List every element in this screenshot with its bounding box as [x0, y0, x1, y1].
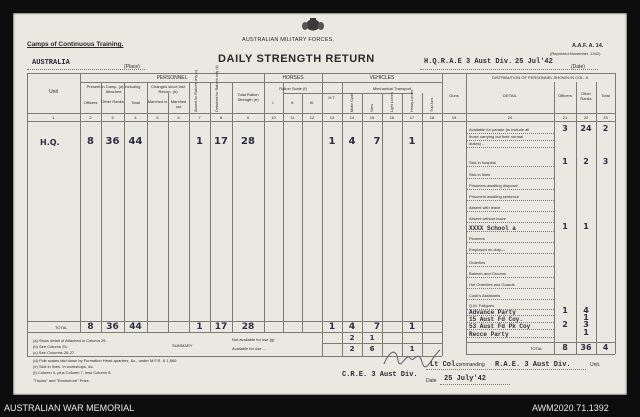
dist-other-ranks-header: Other Ranks [580, 91, 592, 101]
distribution-item: Hut Orderlies and Guards [469, 282, 515, 287]
other-ranks-header: Other Ranks [101, 99, 124, 104]
scale-i-header: I. [272, 100, 275, 105]
distribution-rule [466, 299, 554, 300]
footnote: (d) Fide scales laid down by Formation Head-quarters, &c., under M.F.R. & 1,560. [33, 358, 178, 363]
signature-date: 25 July'42 [444, 375, 487, 383]
place-label: (Place) [124, 64, 140, 70]
distribution-item: Advance Party [469, 309, 516, 316]
av-vans: 6 [369, 345, 375, 353]
distribution-value: 2 [602, 124, 609, 133]
col-vehicles-header: VEHICLES [369, 75, 395, 81]
distribution-item: Absent without leave [469, 216, 506, 221]
distribution-rule [466, 189, 554, 190]
distribution-item: Pioneers [469, 236, 485, 241]
coat-of-arms-icon [301, 17, 325, 31]
distribution-item: XXXX School a [469, 225, 516, 232]
footnote: "Trucks" and "Ennismore" Prize. [33, 378, 90, 383]
row-total: 44 [128, 136, 143, 147]
distribution-item: duties) ... [469, 141, 486, 146]
light-lorries-header: Light Lorries [390, 92, 394, 112]
na-vans: 1 [369, 334, 375, 342]
distribution-item: Sick in lines [469, 172, 491, 177]
total-label: TOTAL [55, 325, 68, 330]
signature-unit: R.A.E. 3 Aust Div. [495, 361, 571, 369]
distribution-rule [466, 200, 554, 201]
col-num: 22 [583, 115, 589, 120]
col-num: 9 [246, 115, 250, 120]
av-heavy: 1 [409, 345, 415, 353]
col-num: 18 [429, 115, 435, 120]
distribution-value: 2 [562, 320, 568, 329]
distribution-item: Q.M. Fatigues [469, 303, 495, 308]
unit-value: H.Q.R.A.E 3 Aust Div. [424, 58, 513, 66]
col-num: 5 [156, 115, 159, 120]
guns-header: Guns [449, 93, 459, 98]
row-motor-cycle: 4 [348, 136, 356, 147]
distribution-value: 2 [583, 157, 589, 166]
distribution-value: 1 [583, 222, 589, 231]
header-left: Camps of Continuous Training. [27, 41, 124, 48]
col-unit-header: Unit [49, 89, 58, 95]
distribution-item: Cook's Assistants [469, 293, 501, 298]
distribution-value: 1 [562, 306, 568, 315]
total-ration: 28 [241, 322, 255, 332]
ht-header: H.T. [328, 95, 336, 100]
col-num: 2 [89, 115, 92, 120]
officers-header: Officers [83, 100, 98, 105]
distribution-rule [466, 277, 554, 278]
absent-rations-header: Absent for Rations only (c) [194, 69, 198, 112]
distribution-item: Employed on duty— [469, 247, 506, 252]
row-ration: 28 [241, 136, 255, 147]
distribution-value: 1 [562, 157, 568, 166]
distribution-item: Prisoners awaiting sentence [469, 194, 520, 199]
row-detached: 17 [214, 136, 228, 147]
distribution-value: 1 [583, 328, 589, 337]
col-num: 3 [111, 115, 114, 120]
mech-transport-header: Mechanical Transport [372, 86, 412, 91]
dist-officers-header: Officers [558, 93, 572, 98]
date-value: 25 Jul'42 [515, 58, 553, 66]
distribution-value: 4 [583, 306, 589, 315]
dist-total-officers: 8 [562, 343, 568, 352]
distribution-item: 53 Aust Fd Pk Coy [469, 323, 531, 330]
summary-label: SUMMARY [172, 343, 193, 348]
col-num: 20 [507, 115, 513, 120]
distribution-rule [466, 178, 554, 179]
summary-not-available: Not available for use (g) [232, 337, 275, 342]
distribution-item: Orderlies [469, 260, 486, 265]
distribution-item: Batmen and Grooms [469, 271, 506, 276]
col-num: 8 [219, 115, 223, 120]
distribution-item: Sick in hospital [469, 160, 496, 165]
col-horses-header: HORSES [282, 75, 304, 81]
col-distribution-header: DISTRIBUTION OF PERSONNEL SHOWN IN COL. 6. [492, 75, 589, 80]
distribution-item: Available for parade (to include all [469, 127, 530, 132]
col-num: 13 [329, 115, 335, 120]
signature-rank: Lt Col. [430, 361, 460, 369]
ration-scale-header: Ration Scale (f) [279, 86, 307, 91]
row-ht: 1 [328, 136, 336, 147]
distribution-item: those carrying out their normal [469, 134, 524, 139]
na-motor-cycle: 2 [349, 334, 355, 342]
total-vans: 7 [373, 322, 381, 332]
total-heavy: 1 [408, 322, 416, 332]
col-num: 23 [603, 115, 608, 120]
row-other-ranks: 36 [105, 136, 120, 147]
place-value: AUSTRALIA [32, 59, 70, 67]
col-num: 15 [369, 115, 375, 120]
page-title: DAILY STRENGTH RETURN [218, 53, 375, 65]
col-num: 12 [309, 115, 315, 120]
archive-id: AWM2020.71.1392 [532, 403, 609, 413]
changes-header: Changes since last Return. (b) [151, 84, 185, 94]
distribution-item: Absent with leave [469, 205, 501, 210]
col-num: 4 [134, 115, 137, 120]
tractors-header: Trac-tors [430, 97, 434, 112]
distribution-rule [466, 337, 554, 338]
col-num: 16 [389, 115, 395, 120]
distribution-rule [466, 242, 554, 243]
row-absent: 1 [196, 136, 203, 147]
marched-out-header: Marched out [170, 99, 187, 109]
distribution-value: 3 [602, 157, 609, 166]
motor-cycle-header: Motor Cycle [350, 92, 354, 112]
dist-total-header: Total [601, 93, 610, 98]
present-in-camp-header: Present in Camp, (a) including Attached [86, 84, 141, 94]
col-num: 10 [271, 115, 276, 120]
heavy-lorries-header: Heavy Lorries [410, 89, 414, 112]
distribution-rule [466, 253, 554, 254]
distribution-item: Recce Party [469, 331, 509, 338]
col-num: 6 [177, 115, 180, 120]
marched-in-header: Marched in [147, 99, 168, 104]
av-motor-cycle: 2 [349, 345, 355, 353]
distribution-rule [466, 231, 554, 232]
dist-total-total: 4 [602, 343, 609, 352]
dist-total-label: TOTAL [530, 346, 543, 351]
distribution-item: Prisoners awaiting disposal [469, 183, 518, 188]
scale-iii-header: III. [309, 100, 315, 105]
distribution-value: 24 [580, 124, 592, 133]
vans-header: Vans [370, 104, 374, 112]
signature-commanding: commanding [456, 362, 485, 368]
total-total: 44 [129, 322, 142, 332]
header-center: AUSTRALIAN MILITARY FORCES. [242, 37, 335, 43]
total-ht: 1 [328, 322, 336, 332]
col-num: 21 [562, 115, 568, 120]
distribution-rule [466, 266, 554, 267]
detail-header: DETAIL [503, 93, 517, 98]
form-note: (Reprinted November, 1941) [550, 51, 601, 56]
distribution-rule [466, 147, 554, 148]
row-vans: 7 [373, 136, 381, 147]
col-num: 17 [409, 115, 415, 120]
distribution-rule [466, 222, 554, 223]
ration-strength-header: Total Ration Strength (e) [237, 92, 259, 102]
distribution-value: 1 [562, 222, 568, 231]
row-unit: H.Q. [40, 138, 60, 147]
dist-total-other-ranks: 36 [580, 343, 592, 352]
col-num: 1 [52, 115, 55, 120]
total-detached: 17 [214, 322, 228, 332]
archive-footer [0, 395, 640, 417]
detached-rations-header: Detached for Rations only (d) [215, 65, 219, 112]
form-code: A.A.F. A. 14. [572, 43, 604, 49]
col-num: 14 [349, 115, 355, 120]
col-num: 19 [451, 115, 457, 120]
footnote: (c) See Columns 26-27. [33, 350, 76, 355]
distribution-rule [466, 329, 554, 330]
total-officers: 8 [87, 322, 94, 332]
archive-credit: AUSTRALIAN WAR MEMORIAL [4, 403, 135, 413]
total-motor-cycle: 4 [348, 322, 356, 332]
distribution-value: 3 [583, 320, 589, 329]
footnote: (a) Show detail of Attached in Column 25. [33, 338, 107, 343]
col-num: 11 [290, 115, 295, 120]
signature-stamp: C.R.E. 3 Aust Div. [342, 371, 418, 379]
footnote: (e) Sick in lines. In workshops, &c. [33, 364, 94, 369]
distribution-value: 1 [583, 313, 589, 322]
row-officers: 8 [87, 136, 94, 147]
total-absent: 1 [196, 322, 203, 332]
footnote: (f) Column 4, plus Column 7, less Column 8. [33, 370, 112, 375]
row-heavy: 1 [408, 136, 416, 147]
distribution-rule [466, 211, 554, 212]
distribution-rule [466, 166, 554, 167]
distribution-value: 3 [562, 124, 568, 133]
distribution-item: 15 Aust Fd Coy. [469, 316, 524, 323]
date-label: (Date) [571, 64, 585, 70]
footnote: (b) See Column 25. [33, 344, 68, 349]
col-personnel-header: PERSONNEL [156, 75, 188, 81]
summary-available: Available for use ... [232, 346, 266, 351]
scale-ii-header: II. [290, 100, 295, 105]
signature-unit-label: Unit. [590, 362, 601, 368]
total-other-ranks: 36 [106, 322, 119, 332]
col-num: 7 [198, 115, 201, 120]
total-header: Total [131, 100, 140, 105]
distribution-rule [466, 288, 554, 289]
signature-date-label: Date [426, 378, 437, 384]
